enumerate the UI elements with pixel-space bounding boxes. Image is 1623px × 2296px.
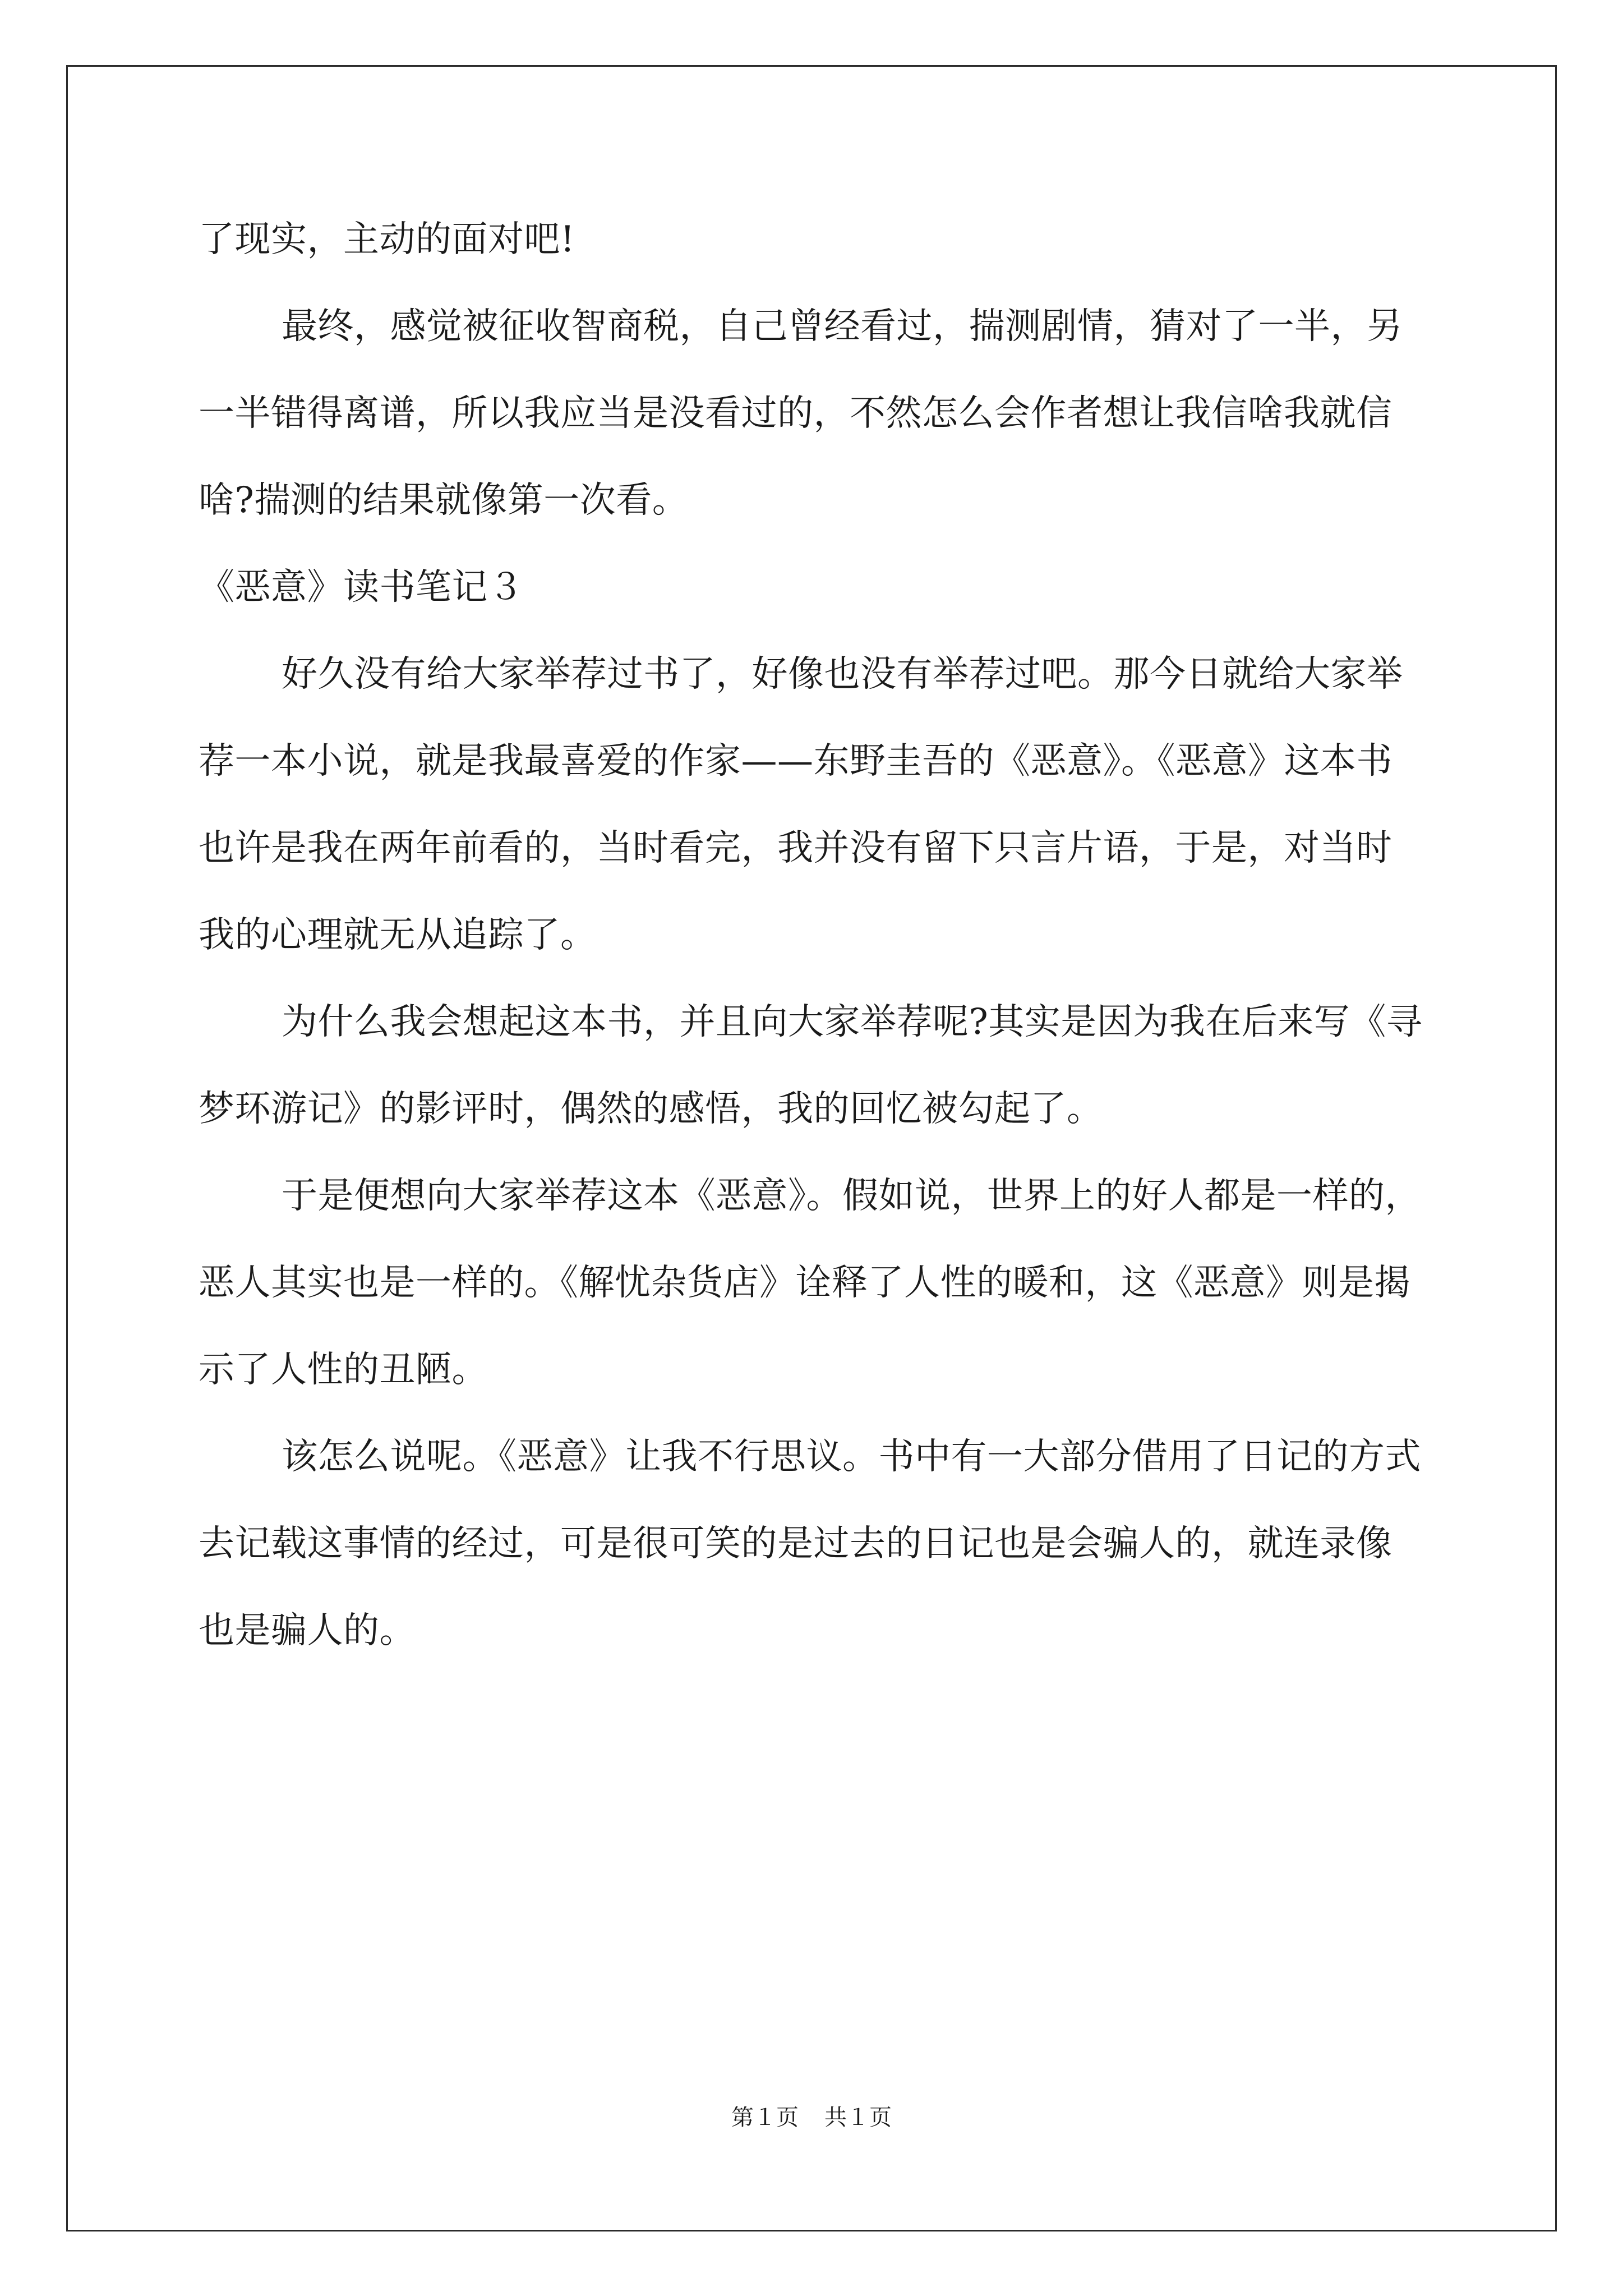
section-heading: 《恶意》读书笔记３ (199, 567, 524, 608)
page-total: 共１页 (824, 2105, 892, 2131)
paragraph: 最终，感觉被征收智商税，自己曾经看过，揣测剧情，猜对了一半，另一半错得离谱，所以我应当是没看过的，不然怎么会作者想让我信啥我就信啥?揣测的结果就像第一次看。 (199, 306, 1403, 521)
paragraph: 好久没有给大家举荐过书了，好像也没有举荐过吧。那今日就给大家举荐一本小说，就是我最喜爱的作家——东野圭吾的《恶意》。《恶意》这本书也许是我在两年前看的，当时看完，我并没有留下只言片语，于是，对当时我的心理就无从追踪了。 (199, 654, 1403, 956)
paragraph: 于是便想向大家举荐这本《恶意》。假如说，世界上的好人都是一样的，恶人其实也是一样的。《解忧杂货店》诠释了人性的暖和，这《恶意》则是揭示了人性的丑陋。 (199, 1175, 1421, 1391)
paragraph: 为什么我会想起这本书，并且向大家举荐呢?其实是因为我在后来写《寻梦环游记》的影评时，偶然的感悟，我的回忆被勾起了。 (199, 1001, 1423, 1130)
page-number: 第１页 (731, 2105, 799, 2131)
page-footer (0, 2104, 1623, 2132)
paragraph: 了现实，主动的面对吧! (199, 219, 575, 260)
document-body (199, 196, 1426, 1674)
paragraph: 该怎么说呢。《恶意》让我不行思议。书中有一大部分借用了日记的方式去记载这事情的经过，可是很可笑的是过去的日记也是会骗人的，就连录像也是骗人的。 (199, 1436, 1421, 1651)
